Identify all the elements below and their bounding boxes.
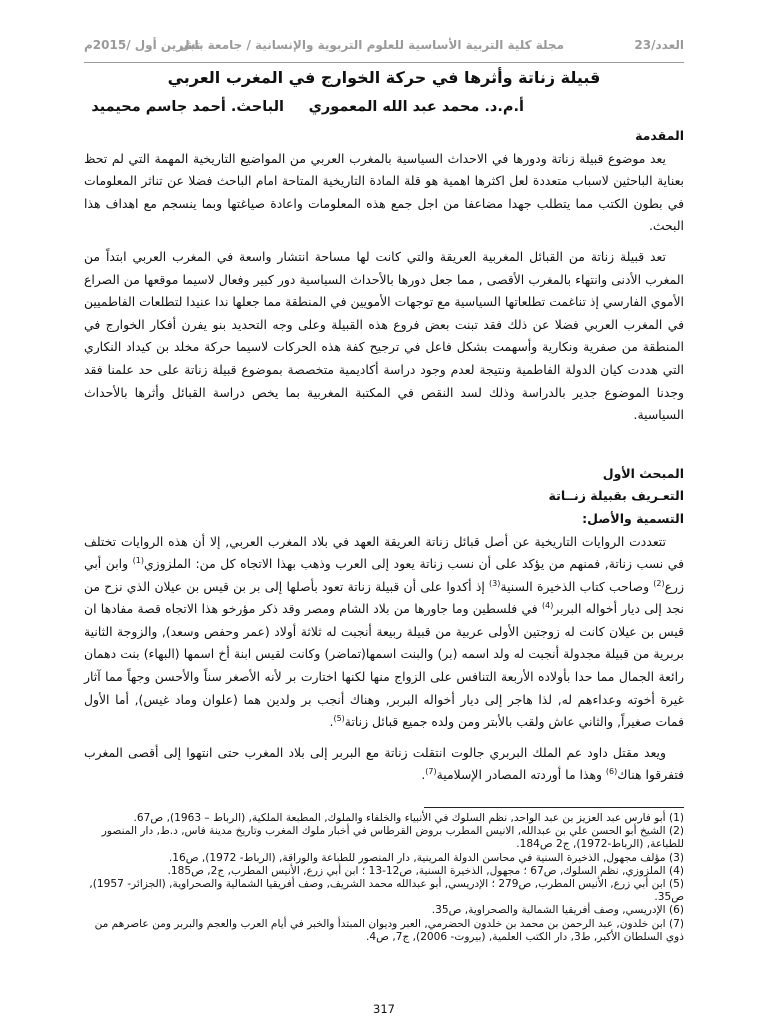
text-run: في فلسطين وما جاورها من بلاد الشام ومصر وقد ذكر مؤرخو هذا الاتجاه قصة مفادها ان قيس بن عيلان كانت له زوجتين الأولى عربية من قبيلة ربيعة أنجبت له ثلاثة أولاد (عمر وحفص وسعد), والزوجة الثانية بربرية من قبيلة مجدولة أنجبت له ولد اسمه (بر) والبنت اسمها(تماضر) وكانت لقيس ابنة أخ اسمها (البهاء) بنت دهمان رائعة الجمال مما حدا بأولاده الأربعة التنافس على الزواج منها لكنها اختارت بر لأنه الأصغر سناً والأحسن وجهاً مما آثار غيرة أخوته وعداءهم له, لذا هاجر إلى ديار أخواله البربر, وهناك أنجب بر ولدين هما (علوان وماد غيس), أما الأول فمات صغيراً, والثاني عاش ولقب بالأبتر ومن ولده جميع قبائل زناتة <box>84 601 684 730</box>
footnote-ref-3[interactable]: (3) <box>489 578 501 588</box>
section1-heading: المبحث الأول <box>602 465 684 481</box>
text-run: . <box>329 714 334 730</box>
intro-paragraph-2: تعد قبيلة زناتة من القبائل المغربية العريقة والتي كانت لها مساحة انتشار واسعة في المغرب العربي ابتداً من المغرب الأدنى وانتهاء بالمغرب الأقصى , مما جعل دورها بالأحداث السياسية دور كبير وفعال لاسيما موقعها من الصراع الأموي الفارسي إذ تناغمت تطلعاتها السياسية مع توجهات الأمويين في المنطقة مما جعلها ندا عنيدا لتطلعات الفاطميين في المغرب العربي فضلا عن ذلك فقد تبنت بعض فروع هذه القبيلة وعلى وجه التحديد بنو يفرن أفكار الخوارج في المنطقة من صفرية ونكارية وأسهمت بشكل فاعل في ترجيح كفة هذه الحركات لاسيما حركة مخلد بن كيداد النكاري التي هددت كيان الدولة الفاطمية ونتيجة لعدم وجود دراسة أكاديمية متخصصة بموضوع قبيلة زناتة على حد علمنا فقد وجدنا الموضوع جدير بالدراسة وذلك لسد النقص في المكتبة المغربية بما يخص دراسة القبائل وأثرها بالأحداث السياسية. <box>84 248 684 423</box>
section1-subsubheading: التسمية والأصل: <box>582 510 684 526</box>
header-divider <box>84 62 684 63</box>
footnote-ref-1[interactable]: (1) <box>132 555 144 565</box>
text-run: وهذا ما أوردته المصادر الإسلامية <box>436 767 606 783</box>
paper-title: قبيلة زناتة وأثرها في حركة الخوارج في المغرب العربي <box>167 68 601 87</box>
author-1: أ.م.د. محمد عبد الله المعموري <box>308 99 524 115</box>
footnote-ref-5[interactable]: (5) <box>333 714 345 724</box>
section1-paragraph-2 <box>84 742 684 787</box>
body-text <box>84 125 684 795</box>
footnote-item: (4) الملزوزي, نظم السلوك, ص67 ؛ مجهول, الذخيرة السنية, ص12-13 ؛ ابن أبي زرع, الأنيس المطرب, ج2, ص185. <box>167 864 684 877</box>
section-gap <box>84 435 684 463</box>
footnote-item: (1) أبو فارس عبد العزيز بن عبد الواحد, نظم السلوك في الأنبياء والخلفاء والملوك, المطبعة الملكية, (الرباط – 1963), ص67. <box>133 812 684 824</box>
header-date: تشرين أول /2015م <box>84 38 201 52</box>
footnote-item: (6) الإدريسي, وصف أفريقيا الشمالية والصحراوية, ص35. <box>431 904 684 917</box>
intro-heading: المقدمة <box>635 128 684 143</box>
footnote-divider <box>424 807 684 808</box>
authors <box>84 95 684 119</box>
header-journal: مجلة كلية التربية الأساسية للعلوم التربوية والإنسانية / جامعة بابل <box>179 38 564 52</box>
footnote-ref-2[interactable]: (2) <box>653 578 665 588</box>
text-run: وابن أبي زرع <box>84 556 685 594</box>
footnote-item: (7) ابن خلدون, عبد الرحمن بن محمد بن خلدون الحضرمي, العبر وديوان المبتدأ والخبر في أيام العرب والعجم والبربر ومن عاصرهم من ذوي السلطان الأكبر, ط3, دار الكتب العلمية, (بيروت- 2006), ج7, ص4. <box>94 917 684 943</box>
text-run: إذ أكدوا على أن قبيلة زناتة تعود بأصلها إلى بر بن قيس بن عيلان الذي نزح من نجد إلى ديار أخواله البربر <box>84 578 685 617</box>
author-2: الباحث. أحمد جاسم محيميد <box>91 99 284 115</box>
footnotes <box>84 812 684 944</box>
footnote-ref-4[interactable]: (4) <box>541 601 554 611</box>
header-issue: العدد/23 <box>634 38 684 52</box>
text-run: تتعددت الروايات التاريخية عن أصل قبائل زناتة العريقة العهد في بلاد المغرب العربي, إلا أن هذه الروايات تختلف في نسب زناتة, فمنهم من يؤكد على أن نسب زناتة يعود إلى العرب وذهب بهذا الاتجاه كل من: الملزوزي <box>84 533 684 572</box>
footnote-item: (3) مؤلف مجهول, الذخيرة السنية في محاسن الدولة المرينية, دار المنصور للطباعة والوراقة, (الرباط- 1972), ص16. <box>168 851 684 864</box>
text-run: . <box>421 767 426 783</box>
footnote-ref-7[interactable]: (7) <box>425 767 437 777</box>
intro-paragraph-1: يعد موضوع قبيلة زناتة ودورها في الاحداث السياسية بالمغرب العربي من المواضيع التاريخية المهمة التي لم تحظ بعناية الباحثين لاسباب متعددة لعل اكثرها اهمية هو قلة المادة التاريخية المتاحة امام الباحث فضلا عن تناثر المعلومات في بطون الكتب مما يتطلب جهدا مضاعفا من اجل جمع هذه المعلومات واعادة صياغتها وبما ينسجم مع اهداف هذا البحث. <box>84 150 684 234</box>
footnote-item: (5) ابن أبي زرع, الأنيس المطرب, ص279 ؛ الإدريسي, أبو عبدالله محمد الشريف, وصف أفريقيا الشمالية والصحراوية, (الجزائر- 1957), ص35. <box>89 878 684 904</box>
section1-subheading: التعـريف بقبيلة زنــاتة <box>548 488 684 504</box>
text-run: وصاحب كتاب الذخيرة السنية <box>500 578 654 594</box>
running-header <box>84 38 684 62</box>
footnote-ref-6[interactable]: (6) <box>605 767 618 777</box>
text-run: ويعد مقتل داود عم الملك البربري جالوت انتقلت زناتة مع البربر إلى بلاد المغرب حتى انتهوا إلى أقصى المغرب فتفرقوا هناك <box>84 744 684 783</box>
section1-paragraph-1 <box>84 531 684 734</box>
footnote-item: (2) الشيخ أبو الحسن علي بن عبدالله, الانيس المطرب بروض القرطاس في أخبار ملوك المغرب وتاريخ مدينة فاس, د.ط, دار المنصور للطباعة, (الرباط-1972), ج2 ص184. <box>101 825 684 851</box>
page-number: 317 <box>373 1002 395 1016</box>
